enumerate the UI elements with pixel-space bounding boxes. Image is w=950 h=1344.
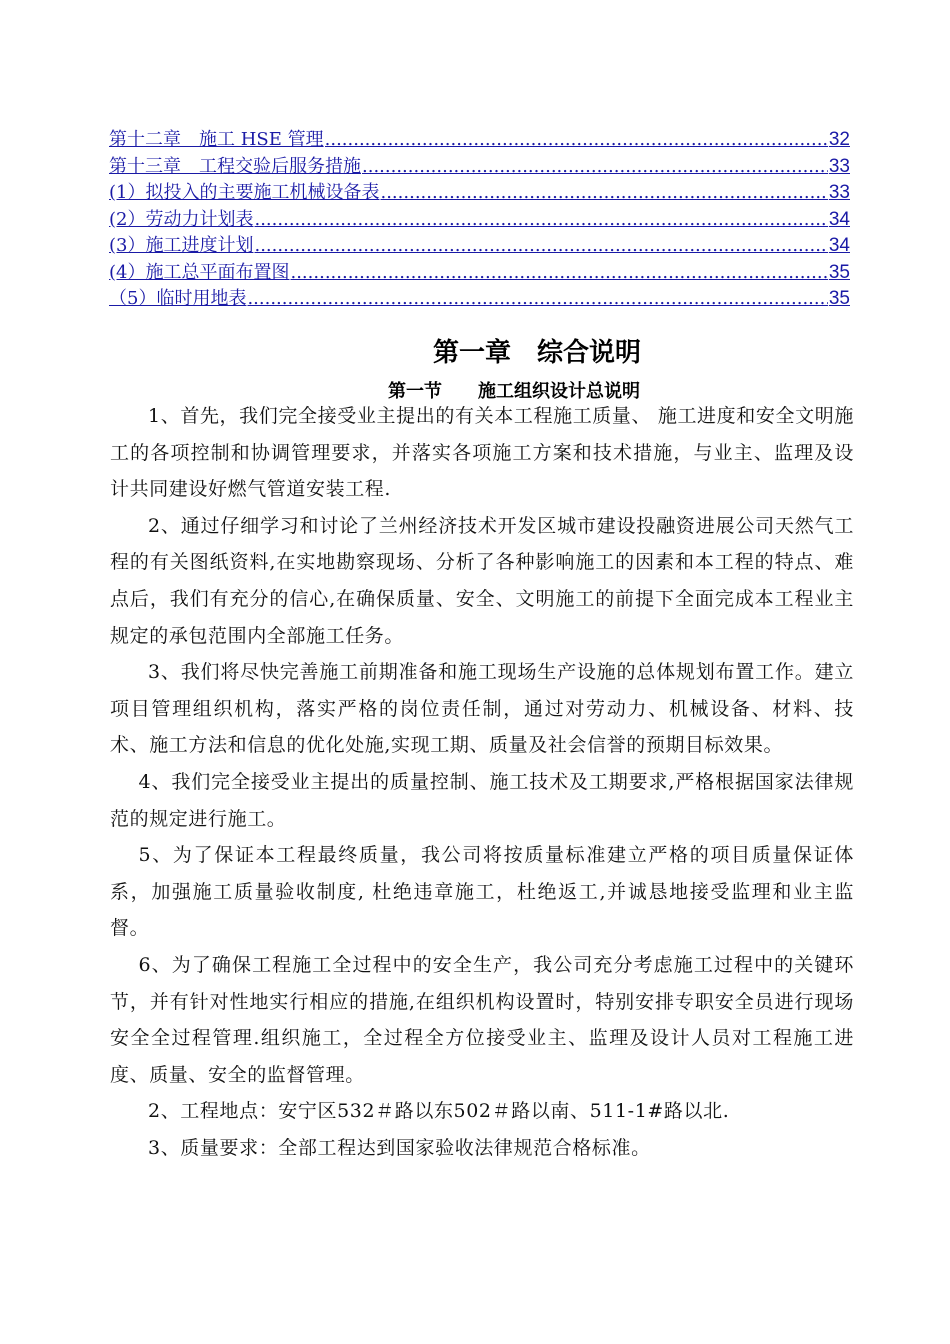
toc-entry[interactable] xyxy=(109,154,850,181)
toc-leader-dots xyxy=(254,233,827,260)
chapter-title: 第一章 综合说明 xyxy=(432,338,641,368)
toc-entry-page: 34 xyxy=(828,208,850,230)
paragraph: 6、为了确保工程施工全过程中的安全生产，我公司充分考虑施工过程中的关键环节，并有针对性地实行相应的措施,在组织机构设置时，特别安排专职安全员进行现场安全全过程管理.组织施工，全过程全方位接受业主、监理及设计人员对工程施工进度、质量、安全的监督管理。 xyxy=(110,953,854,1086)
toc-entry[interactable] xyxy=(109,286,850,313)
toc-entry-title: (1）拟投入的主要施工机械设备表 xyxy=(109,182,380,203)
paragraph: 5、为了保证本工程最终质量，我公司将按质量标准建立严格的项目质量保证体系，加强施工质量验收制度, 杜绝违章施工，杜绝返工,并诚恳地接受监理和业主监督。 xyxy=(110,844,854,940)
body-text xyxy=(110,398,854,1166)
toc-entry-page: 35 xyxy=(828,288,850,309)
paragraph: 2、工程地点：安宁区532＃路以东502＃路以南、511-1#路以北. xyxy=(148,1100,730,1123)
toc-entry-title: 第十二章 施工 HSE 管理 xyxy=(109,129,324,150)
paragraph: 1、首先，我们完全接受业主提出的有关本工程施工质量、 施工进度和安全文明施工的各项控制和协调管理要求，并落实各项施工方案和技术措施，与业主、监理及设计共同建设好燃气管道安装工程. xyxy=(110,405,854,501)
section-title: 第一节 施工组织设计总说明 xyxy=(388,381,640,402)
toc-leader-dots xyxy=(325,127,828,154)
toc-entry-page: 34 xyxy=(828,235,850,256)
toc-leader-dots xyxy=(290,260,827,287)
toc-entry-title: 第十三章 工程交验后服务措施 xyxy=(109,155,361,177)
toc-entry[interactable] xyxy=(109,127,850,154)
toc-entry[interactable] xyxy=(109,233,850,260)
paragraph: 3、质量要求：全部工程达到国家验收法律规范合格标准。 xyxy=(148,1136,651,1159)
toc-entry-page: 33 xyxy=(828,155,850,177)
table-of-contents xyxy=(109,127,850,313)
toc-entry-title: （5）临时用地表 xyxy=(109,288,247,309)
toc-entry-page: 35 xyxy=(828,261,850,283)
toc-entry-page: 32 xyxy=(828,129,850,150)
toc-entry-page: 33 xyxy=(828,182,850,203)
toc-entry-title: (4）施工总平面布置图 xyxy=(109,261,290,283)
toc-entry[interactable] xyxy=(109,260,850,287)
paragraph: 4、我们完全接受业主提出的质量控制、施工技术及工期要求,严格根据国家法律规范的规定进行施工。 xyxy=(110,770,854,830)
toc-entry[interactable] xyxy=(109,180,850,207)
paragraph: 3、我们将尽快完善施工前期准备和施工现场生产设施的总体规划布置工作。建立项目管理组织机构，落实严格的岗位责任制，通过对劳动力、机械设备、材料、技术、施工方法和信息的优化处施,实现工期、质量及社会信誉的预期目标效果。 xyxy=(110,661,854,757)
toc-leader-dots xyxy=(380,180,827,207)
toc-leader-dots xyxy=(254,207,827,234)
toc-leader-dots xyxy=(247,286,827,313)
paragraph: 2、通过仔细学习和讨论了兰州经济技术开发区城市建设投融资进展公司天然气工程的有关图纸资料,在实地勘察现场、分析了各种影响施工的因素和本工程的特点、难点后，我们有充分的信心,在确保质量、安全、文明施工的前提下全面完成本工程业主规定的承包范围内全部施工任务。 xyxy=(110,514,854,647)
toc-entry[interactable] xyxy=(109,207,850,234)
toc-entry-title: (2）劳动力计划表 xyxy=(109,208,254,230)
toc-leader-dots xyxy=(362,154,828,181)
toc-entry-title: (3）施工进度计划 xyxy=(109,235,254,256)
